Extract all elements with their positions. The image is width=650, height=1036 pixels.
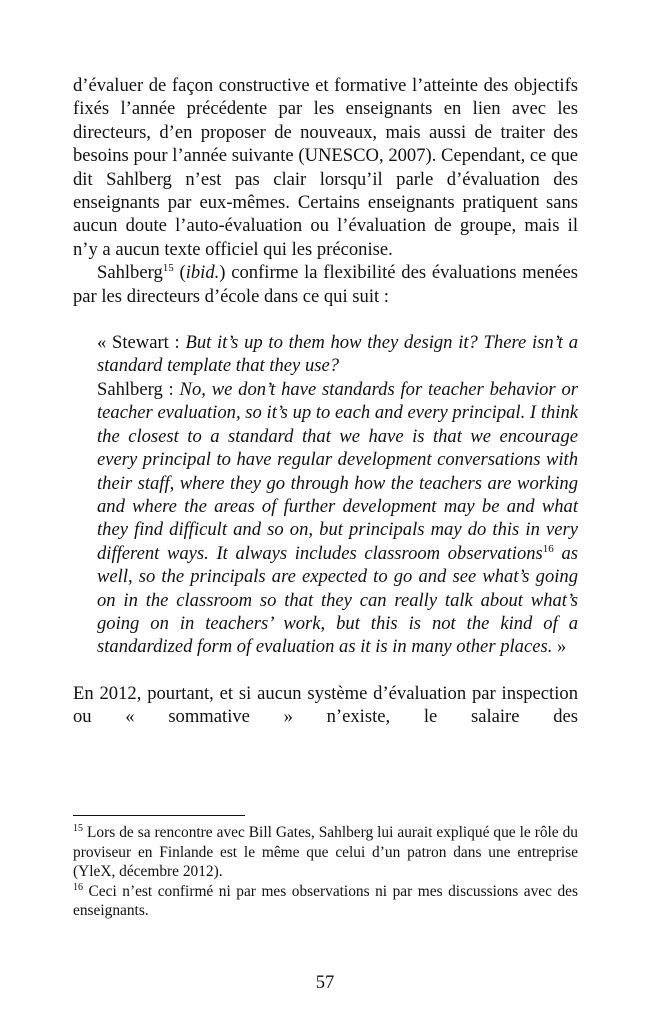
footnote-num: 16 <box>73 881 83 893</box>
footnote-num: 15 <box>73 822 83 834</box>
footnote-ref-16[interactable]: 16 <box>542 542 554 555</box>
paragraph-2: Sahlberg$^{15}$ (ibid.) confirme la flexibilité des évaluations menées par les directeurs d’école dans ce qui suit : <box>73 262 579 307</box>
footnote-16 <box>73 882 578 921</box>
quote-close: » <box>557 636 567 658</box>
quote-open: « Stewart : <box>97 332 180 354</box>
stewart-line: But it’s up to them how they design it? There isn’t a standard template that they use? <box>97 332 578 377</box>
footnote-text: Ceci n’est confirmé ni par mes observations ni par mes discussions avec des enseignants. <box>73 882 578 920</box>
page-body <box>73 74 578 729</box>
footnote-text: Lors de sa rencontre avec Bill Gates, Sahlberg lui aurait expliqué que le rôle du proviseur en Finlande est le même que celui d’un patron dans une entreprise (YleX, décembre 2012). <box>73 824 578 881</box>
speaker-sahlberg: Sahlberg : <box>97 378 174 400</box>
sahlberg-line-2: as well, so the principals are expected to go and see what’s going on in the classroom so that they can really talk about what’s going on in teachers’ work, but this is not the kind of a standardized form of evaluation as it is in many other places. <box>97 542 578 658</box>
sahlberg-line-1: No, we don’t have standards for teacher behavior or teacher evaluation, so it’s up to each and every principal. I think the closest to a standard that we have is that we encourage every principal to have regular development conversations with their staff, where they go through how the teachers are working and where the areas of further development may be and what they find difficult and so on, but principals may do this in very different ways. It always includes classroom observations <box>97 378 578 564</box>
footnotes <box>73 823 578 921</box>
footnote-15 <box>73 823 578 882</box>
footnote-divider <box>73 815 245 816</box>
footnote-ref-15[interactable]: 15 <box>162 262 174 275</box>
paragraph-2-text: confirme la flexibilité des évaluations menées par les directeurs d’école dans ce qui suit : <box>73 262 579 307</box>
page-number: 57 <box>315 972 335 993</box>
quote-sahlberg <box>97 378 578 659</box>
author-name: Sahlberg <box>97 262 163 284</box>
quote-stewart <box>97 331 578 378</box>
ibid-text: ibid. <box>185 262 220 284</box>
paragraph-1: d’évaluer de façon constructive et formative l’atteinte des objectifs fixés l’année précédente par les enseignants en lien avec les directeurs, d’en proposer de nouveaux, mais aussi de traiter des besoins pour l’année suivante (UNESCO, 2007). Cependant, ce que dit Sahlberg n’est pas clair lorsqu’il parle d’évaluation des enseignants par eux-mêmes. Certains enseignants pratiquent sans aucun doute l’auto-évaluation ou l’évaluation de groupe, mais il n’y a aucun texte officiel qui les préconise. <box>73 75 578 260</box>
after-quote-paragraph: En 2012, pourtant, et si aucun système d’évaluation par inspection ou « sommative » n’existe, le salaire des <box>73 682 578 728</box>
block-quote <box>97 331 578 659</box>
after-quote-block <box>73 682 578 729</box>
